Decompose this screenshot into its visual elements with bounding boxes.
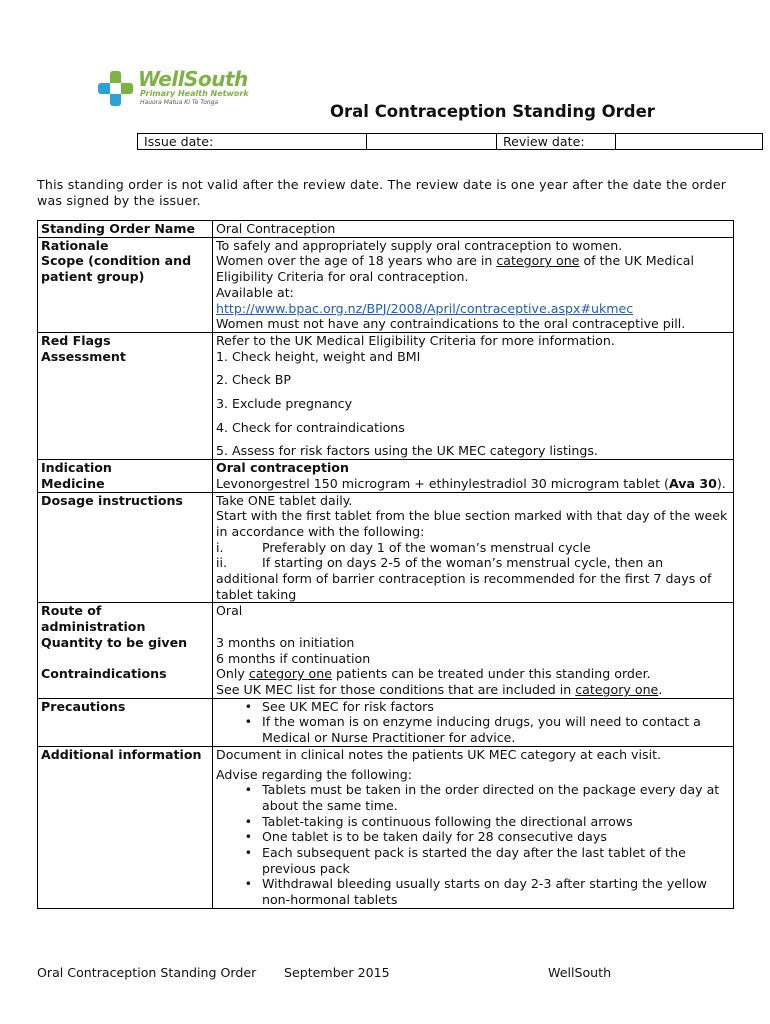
review-date-label: Review date: bbox=[497, 134, 616, 150]
row-quantity bbox=[38, 635, 734, 666]
bullet-icon: • bbox=[244, 714, 252, 730]
dosage-tail: additional form of barrier contraception is recommended for the first 7 days of tablet taking bbox=[216, 571, 712, 602]
bullet-icon: • bbox=[244, 829, 252, 845]
logo-maori-name: Hauora Matua Ki Te Tonga bbox=[140, 99, 219, 106]
value-scope bbox=[213, 253, 734, 332]
review-date-field[interactable] bbox=[616, 134, 763, 150]
bullet-icon: • bbox=[244, 813, 252, 829]
footer-date: September 2015 bbox=[284, 965, 390, 980]
page-title: Oral Contraception Standing Order bbox=[330, 102, 655, 121]
bullet-icon: • bbox=[244, 698, 252, 714]
issue-date-field[interactable] bbox=[367, 134, 497, 150]
bullet-icon: • bbox=[244, 845, 252, 861]
value-dosage bbox=[213, 492, 734, 603]
logo-name: WellSouth bbox=[138, 67, 248, 91]
label-red-flags: Red Flags bbox=[38, 332, 213, 348]
additional-line-2: Advise regarding the following: bbox=[216, 766, 412, 782]
label-quantity: Quantity to be given bbox=[38, 635, 213, 666]
label-indication: Indication bbox=[38, 460, 213, 476]
advice-item: • Withdrawal bleeding usually starts on day 2-3 after starting the yellow non-hormonal tablets bbox=[216, 876, 730, 907]
value-precautions bbox=[213, 698, 734, 746]
scope-category: category one bbox=[496, 253, 580, 269]
contra-category: category one bbox=[248, 666, 332, 682]
additional-line-1: Document in clinical notes the patients UK MEC category at each visit. bbox=[216, 746, 662, 762]
row-red-flags bbox=[38, 332, 734, 348]
contra-category: category one bbox=[575, 681, 659, 697]
assessment-item: 1. Check height, weight and BMI bbox=[216, 348, 421, 364]
quantity-line-2: 6 months if continuation bbox=[216, 650, 371, 666]
issue-date-label: Issue date: bbox=[138, 134, 367, 150]
medicine-text-b: ). bbox=[716, 475, 726, 491]
cross-icon bbox=[96, 68, 136, 110]
row-additional bbox=[38, 746, 734, 908]
row-medicine bbox=[38, 476, 734, 492]
label-dosage: Dosage instructions bbox=[38, 492, 213, 603]
dosage-item: i. Preferably on day 1 of the woman’s menstrual cycle bbox=[216, 539, 591, 555]
value-indication: Oral contraception bbox=[213, 460, 734, 476]
precaution-item: • See UK MEC for risk factors bbox=[216, 699, 730, 715]
value-rationale: To safely and appropriately supply oral contraception to women. bbox=[213, 237, 734, 253]
scope-available: Available at: bbox=[216, 284, 294, 300]
row-dosage bbox=[38, 492, 734, 603]
value-additional bbox=[213, 746, 734, 908]
row-route bbox=[38, 603, 734, 635]
row-indication bbox=[38, 460, 734, 476]
advice-item: • Tablets must be taken in the order directed on the package every day at about the same time. bbox=[216, 782, 730, 813]
assessment-item: 4. Check for contraindications bbox=[216, 419, 405, 435]
value-contraindications: Only category one patients can be treated under this standing order. See UK MEC list for those conditions that are included in category one. bbox=[213, 666, 734, 698]
label-assessment: Assessment bbox=[38, 349, 213, 460]
value-medicine bbox=[213, 476, 734, 492]
row-name bbox=[38, 221, 734, 238]
row-assessment bbox=[38, 349, 734, 460]
value-route: Oral bbox=[213, 603, 734, 635]
validity-notice: This standing order is not valid after the review date. The review date is one year after the date the order was signed by the issuer. bbox=[37, 177, 727, 208]
label-additional: Additional information bbox=[38, 746, 213, 908]
medicine-text-a: Levonorgestrel 150 microgram + ethinylestradiol 30 microgram tablet ( bbox=[216, 475, 669, 491]
label-precautions: Precautions bbox=[38, 698, 213, 746]
label-name: Standing Order Name bbox=[38, 221, 213, 238]
bullet-icon: • bbox=[244, 782, 252, 798]
scope-text-b: of the UK Medical Eligibility Criteria for oral contraception. bbox=[216, 253, 694, 285]
ukmec-link[interactable]: http://www.bpac.org.nz/BPJ/2008/April/contraceptive.aspx#ukmec bbox=[216, 300, 634, 316]
label-route: Route of administration bbox=[38, 603, 213, 635]
advice-item: • Each subsequent pack is started the day after the last tablet of the previous pack bbox=[216, 845, 730, 876]
label-scope: Scope (condition and patient group) bbox=[38, 253, 213, 332]
value-red-flags: Refer to the UK Medical Eligibility Criteria for more information. bbox=[213, 332, 734, 348]
assessment-item: 3. Exclude pregnancy bbox=[216, 396, 353, 412]
precaution-item: • If the woman is on enzyme inducing drugs, you will need to contact a Medical or Nurse Practitioner for advice. bbox=[216, 714, 730, 745]
wellsouth-logo bbox=[96, 68, 266, 112]
scope-text-c: Women must not have any contraindications to the oral contraceptive pill. bbox=[216, 316, 686, 332]
standing-order-table bbox=[37, 220, 734, 909]
label-contraindications: Contraindications bbox=[38, 666, 213, 698]
label-medicine: Medicine bbox=[38, 476, 213, 492]
label-rationale: Rationale bbox=[38, 237, 213, 253]
medicine-brand: Ava 30 bbox=[668, 475, 717, 491]
footer-org: WellSouth bbox=[548, 965, 612, 980]
row-contraindications bbox=[38, 666, 734, 698]
scope-text-a: Women over the age of 18 years who are in bbox=[216, 253, 497, 269]
dosage-line-1: Take ONE tablet daily. bbox=[216, 492, 353, 508]
row-scope bbox=[38, 253, 734, 332]
assessment-item: 5. Assess for risk factors using the UK MEC category listings. bbox=[216, 443, 598, 459]
row-rationale bbox=[38, 237, 734, 253]
row-precautions bbox=[38, 698, 734, 746]
advice-item: • Tablet-taking is continuous following the directional arrows bbox=[216, 814, 730, 830]
advice-item: • One tablet is to be taken daily for 28 consecutive days bbox=[216, 829, 730, 845]
quantity-line-1: 3 months on initiation bbox=[216, 634, 355, 650]
footer-title: Oral Contraception Standing Order bbox=[37, 965, 257, 980]
value-assessment bbox=[213, 349, 734, 460]
dosage-line-2: Start with the first tablet from the blue section marked with that day of the week in accordance with the following: bbox=[216, 508, 728, 539]
value-name: Oral Contraception bbox=[213, 221, 734, 238]
assessment-item: 2. Check BP bbox=[216, 372, 291, 388]
logo-subtitle: Primary Health Network bbox=[140, 89, 249, 98]
value-quantity bbox=[213, 635, 734, 666]
dosage-item: ii. If starting on days 2-5 of the woman’s menstrual cycle, then an bbox=[216, 555, 664, 571]
bullet-icon: • bbox=[244, 876, 252, 892]
page-footer bbox=[37, 965, 734, 981]
dates-table bbox=[137, 133, 763, 150]
